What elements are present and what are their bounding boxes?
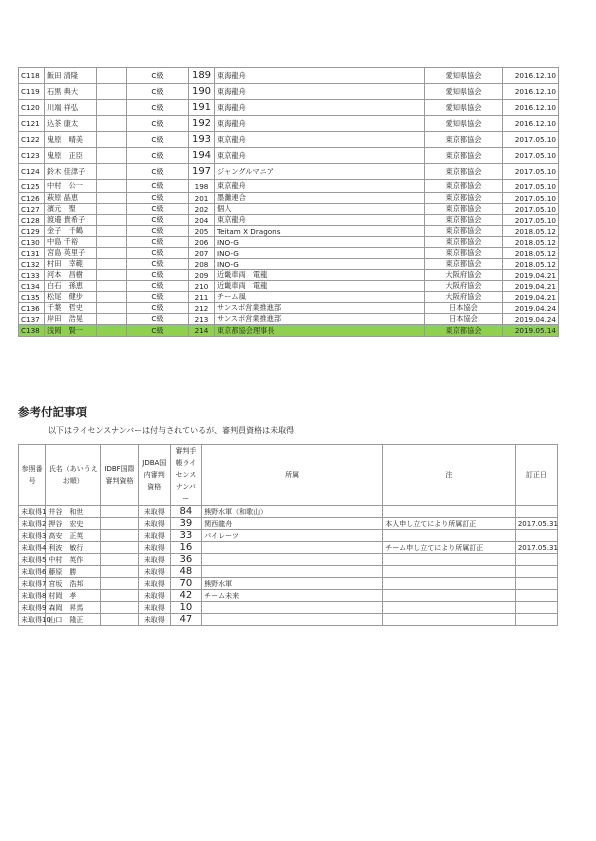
jdba-status: 未取得 [138, 542, 170, 554]
member-name: 中村 公一 [45, 180, 97, 193]
member-row [19, 270, 559, 281]
reference-name: 藤原 勝 [46, 566, 101, 578]
member-affiliation: ジャングルマニア [215, 164, 425, 180]
reference-affiliation: 関西龍舟 [202, 518, 383, 530]
reference-name: 森岡 昇馬 [46, 602, 101, 614]
registration-date: 2017.05.10 [503, 204, 559, 215]
reference-note [383, 530, 516, 542]
member-row [19, 84, 559, 100]
empty-cell [101, 602, 139, 614]
member-grade: C級 [127, 237, 189, 248]
license-table [18, 67, 559, 337]
member-association: 東京都協会 [425, 164, 503, 180]
member-name: 中島 千裕 [45, 237, 97, 248]
member-grade: C級 [127, 193, 189, 204]
license-number: 10 [170, 602, 202, 614]
empty-cell [97, 84, 127, 100]
member-name: 込茶 康太 [45, 116, 97, 132]
member-affiliation: 東京都協会理事長 [215, 325, 425, 337]
reference-name: 山口 隆正 [46, 614, 101, 626]
license-number: 47 [170, 614, 202, 626]
member-row [19, 237, 559, 248]
registration-date: 2016.12.10 [503, 68, 559, 84]
member-grade: C級 [127, 164, 189, 180]
member-grade: C級 [127, 116, 189, 132]
jdba-status: 未取得 [138, 602, 170, 614]
member-row [19, 325, 559, 337]
reference-id: 未取得1 [19, 506, 46, 518]
jdba-status: 未取得 [138, 518, 170, 530]
registration-date: 2019.04.24 [503, 303, 559, 314]
reference-name: 宮坂 浩邦 [46, 578, 101, 590]
member-grade: C級 [127, 132, 189, 148]
member-row [19, 314, 559, 325]
member-row [19, 116, 559, 132]
reference-note [383, 578, 516, 590]
reference-name: 村岡 孝 [46, 590, 101, 602]
member-row [19, 292, 559, 303]
member-id: C118 [19, 68, 45, 84]
reference-row [19, 542, 558, 554]
member-id: C130 [19, 237, 45, 248]
empty-cell [97, 116, 127, 132]
jdba-status: 未取得 [138, 578, 170, 590]
jdba-status: 未取得 [138, 614, 170, 626]
member-id: C123 [19, 148, 45, 164]
reference-note [383, 566, 516, 578]
member-id: C122 [19, 132, 45, 148]
reference-affiliation: パイレーツ [202, 530, 383, 542]
empty-cell [97, 164, 127, 180]
reference-row [19, 554, 558, 566]
member-association: 東京都協会 [425, 259, 503, 270]
reference-id: 未取得9 [19, 602, 46, 614]
member-grade: C級 [127, 148, 189, 164]
member-row [19, 248, 559, 259]
member-name: 浅岡 賢一 [45, 325, 97, 337]
registration-date: 2018.05.12 [503, 248, 559, 259]
member-name: 鬼原 晴美 [45, 132, 97, 148]
empty-cell [101, 518, 139, 530]
member-association: 東京都協会 [425, 226, 503, 237]
empty-cell [101, 506, 139, 518]
header-note: 注 [383, 445, 516, 506]
member-name: 千葉 哲史 [45, 303, 97, 314]
member-grade: C級 [127, 226, 189, 237]
license-number: 211 [189, 292, 215, 303]
reference-row [19, 566, 558, 578]
member-id: C135 [19, 292, 45, 303]
member-name: 渡邉 貴希子 [45, 215, 97, 226]
empty-cell [97, 100, 127, 116]
license-number: 208 [189, 259, 215, 270]
reference-note: チーム申し立てにより所属訂正 [383, 542, 516, 554]
member-name: 飯田 清隆 [45, 68, 97, 84]
reference-note [383, 602, 516, 614]
member-id: C120 [19, 100, 45, 116]
member-affiliation: 東海龍舟 [215, 116, 425, 132]
empty-cell [97, 314, 127, 325]
registration-date: 2016.12.10 [503, 116, 559, 132]
revision-date [515, 578, 557, 590]
member-name: 鬼原 正臣 [45, 148, 97, 164]
license-number: 207 [189, 248, 215, 259]
section-note: 以下はライセンスナンバーは付与されているが、審判員資格は未取得 [48, 426, 295, 435]
registration-date: 2019.04.21 [503, 292, 559, 303]
empty-cell [97, 248, 127, 259]
member-affiliation: 東海龍舟 [215, 84, 425, 100]
reference-note [383, 590, 516, 602]
member-affiliation: サンスポ営業推進部 [215, 303, 425, 314]
member-id: C119 [19, 84, 45, 100]
empty-cell [101, 590, 139, 602]
empty-cell [101, 614, 139, 626]
reference-id: 未取得4 [19, 542, 46, 554]
revision-date [515, 530, 557, 542]
empty-cell [101, 566, 139, 578]
section-title: 参考付記事項 [18, 405, 87, 419]
header-idbf: IDBF国際審判資格 [101, 445, 139, 506]
reference-id: 未取得3 [19, 530, 46, 542]
member-id: C132 [19, 259, 45, 270]
empty-cell [97, 68, 127, 84]
member-name: 石黒 典大 [45, 84, 97, 100]
registration-date: 2017.05.10 [503, 180, 559, 193]
member-name: 宮島 英里子 [45, 248, 97, 259]
reference-affiliation: チーム未来 [202, 590, 383, 602]
member-association: 愛知県協会 [425, 68, 503, 84]
revision-date: 2017.05.31 [515, 542, 557, 554]
revision-date [515, 566, 557, 578]
member-association: 日本協会 [425, 303, 503, 314]
member-id: C133 [19, 270, 45, 281]
member-affiliation: チーム風 [215, 292, 425, 303]
reference-id: 未取得6 [19, 566, 46, 578]
member-affiliation: 東京龍舟 [215, 132, 425, 148]
empty-cell [97, 204, 127, 215]
header-jdba: JDBA国内審判資格 [138, 445, 170, 506]
member-row [19, 215, 559, 226]
empty-cell [97, 281, 127, 292]
member-id: C134 [19, 281, 45, 292]
reference-note [383, 506, 516, 518]
member-row [19, 68, 559, 84]
member-grade: C級 [127, 314, 189, 325]
registration-date: 2018.05.12 [503, 226, 559, 237]
reference-id: 未取得8 [19, 590, 46, 602]
member-association: 東京都協会 [425, 148, 503, 164]
member-name: 萩原 晶恵 [45, 193, 97, 204]
reference-id: 未取得2 [19, 518, 46, 530]
member-affiliation: 東海龍舟 [215, 68, 425, 84]
member-grade: C級 [127, 292, 189, 303]
member-affiliation: Teitam X Dragons [215, 226, 425, 237]
member-row [19, 303, 559, 314]
reference-name: 利波 敏行 [46, 542, 101, 554]
member-association: 愛知県協会 [425, 100, 503, 116]
reference-affiliation: 熊野水軍（和歌山） [202, 506, 383, 518]
member-grade: C級 [127, 180, 189, 193]
jdba-status: 未取得 [138, 554, 170, 566]
jdba-status: 未取得 [138, 566, 170, 578]
license-number: 42 [170, 590, 202, 602]
member-grade: C級 [127, 259, 189, 270]
member-name: 白石 孫恵 [45, 281, 97, 292]
empty-cell [97, 148, 127, 164]
registration-date: 2017.05.10 [503, 148, 559, 164]
member-name: 岸田 浩晃 [45, 314, 97, 325]
member-grade: C級 [127, 84, 189, 100]
reference-affiliation [202, 614, 383, 626]
member-id: C125 [19, 180, 45, 193]
member-name: 濱元 聖 [45, 204, 97, 215]
member-affiliation: 個人 [215, 204, 425, 215]
member-association: 東京都協会 [425, 132, 503, 148]
revision-date [515, 590, 557, 602]
member-name: 松尾 健步 [45, 292, 97, 303]
revision-date [515, 506, 557, 518]
license-number: 197 [189, 164, 215, 180]
jdba-status: 未取得 [138, 530, 170, 542]
reference-row [19, 614, 558, 626]
registration-date: 2019.04.24 [503, 314, 559, 325]
license-number: 204 [189, 215, 215, 226]
license-number: 36 [170, 554, 202, 566]
revision-date [515, 602, 557, 614]
empty-cell [101, 530, 139, 542]
license-number: 70 [170, 578, 202, 590]
reference-header-row [19, 445, 558, 506]
member-id: C121 [19, 116, 45, 132]
member-name: 河本 昌樹 [45, 270, 97, 281]
member-id: C131 [19, 248, 45, 259]
member-row [19, 226, 559, 237]
reference-affiliation [202, 542, 383, 554]
member-association: 愛知県協会 [425, 116, 503, 132]
license-number: 194 [189, 148, 215, 164]
reference-note [383, 614, 516, 626]
member-id: C138 [19, 325, 45, 337]
registration-date: 2019.05.14 [503, 325, 559, 337]
registration-date: 2017.05.10 [503, 164, 559, 180]
member-association: 東京都協会 [425, 204, 503, 215]
reference-affiliation [202, 602, 383, 614]
empty-cell [97, 270, 127, 281]
member-name: 川端 祥弘 [45, 100, 97, 116]
reference-id: 未取得7 [19, 578, 46, 590]
member-name: 金子 千鶴 [45, 226, 97, 237]
member-grade: C級 [127, 248, 189, 259]
reference-note: 本人申し立てにより所属訂正 [383, 518, 516, 530]
license-number: 39 [170, 518, 202, 530]
reference-name: 高安 正英 [46, 530, 101, 542]
member-grade: C級 [127, 303, 189, 314]
member-association: 大阪府協会 [425, 270, 503, 281]
member-association: 大阪府協会 [425, 281, 503, 292]
member-affiliation: 近畿車両 電龍 [215, 281, 425, 292]
member-affiliation: INO-G [215, 237, 425, 248]
reference-affiliation [202, 566, 383, 578]
member-association: 東京都協会 [425, 325, 503, 337]
registration-date: 2018.05.12 [503, 237, 559, 248]
registration-date: 2017.05.10 [503, 132, 559, 148]
reference-affiliation: 熊野水軍 [202, 578, 383, 590]
member-affiliation: 東京龍舟 [215, 148, 425, 164]
registration-date: 2019.04.21 [503, 281, 559, 292]
reference-row [19, 518, 558, 530]
member-id: C127 [19, 204, 45, 215]
member-association: 大阪府協会 [425, 292, 503, 303]
member-row [19, 281, 559, 292]
reference-row [19, 578, 558, 590]
license-number: 198 [189, 180, 215, 193]
license-number: 201 [189, 193, 215, 204]
member-affiliation: 東京龍舟 [215, 180, 425, 193]
member-name: 村田 幸範 [45, 259, 97, 270]
registration-date: 2019.04.21 [503, 270, 559, 281]
empty-cell [101, 578, 139, 590]
member-grade: C級 [127, 204, 189, 215]
header-name: 氏名（あいうえお順） [46, 445, 101, 506]
member-grade: C級 [127, 270, 189, 281]
license-number: 16 [170, 542, 202, 554]
member-affiliation: INO-G [215, 259, 425, 270]
member-id: C136 [19, 303, 45, 314]
empty-cell [97, 325, 127, 337]
member-row [19, 164, 559, 180]
license-number: 210 [189, 281, 215, 292]
license-number: 212 [189, 303, 215, 314]
reference-id: 未取得5 [19, 554, 46, 566]
member-association: 東京都協会 [425, 180, 503, 193]
member-association: 愛知県協会 [425, 84, 503, 100]
revision-date [515, 614, 557, 626]
reference-table [18, 444, 558, 626]
reference-name: 中村 英作 [46, 554, 101, 566]
member-association: 東京都協会 [425, 237, 503, 248]
empty-cell [101, 542, 139, 554]
header-ref-no: 参照番号 [19, 445, 46, 506]
reference-name: 押谷 宏史 [46, 518, 101, 530]
license-number: 192 [189, 116, 215, 132]
registration-date: 2017.05.10 [503, 193, 559, 204]
member-association: 東京都協会 [425, 215, 503, 226]
license-number: 48 [170, 566, 202, 578]
member-row [19, 259, 559, 270]
member-grade: C級 [127, 68, 189, 84]
license-number: 191 [189, 100, 215, 116]
license-number: 193 [189, 132, 215, 148]
reference-row [19, 530, 558, 542]
reference-row [19, 590, 558, 602]
license-number: 202 [189, 204, 215, 215]
empty-cell [97, 132, 127, 148]
license-number: 209 [189, 270, 215, 281]
header-license: 審判手帳ライセンスナンバー [170, 445, 202, 506]
reference-row [19, 506, 558, 518]
member-row [19, 180, 559, 193]
member-row [19, 193, 559, 204]
member-row [19, 132, 559, 148]
header-revised: 訂正日 [515, 445, 557, 506]
member-affiliation: 東海龍舟 [215, 100, 425, 116]
registration-date: 2016.12.10 [503, 100, 559, 116]
jdba-status: 未取得 [138, 506, 170, 518]
member-id: C124 [19, 164, 45, 180]
license-number: 213 [189, 314, 215, 325]
empty-cell [97, 259, 127, 270]
license-number: 189 [189, 68, 215, 84]
empty-cell [97, 180, 127, 193]
license-number: 190 [189, 84, 215, 100]
revision-date: 2017.05.31 [515, 518, 557, 530]
reference-affiliation [202, 554, 383, 566]
registration-date: 2016.12.10 [503, 84, 559, 100]
member-affiliation: 墨灘連合 [215, 193, 425, 204]
empty-cell [97, 226, 127, 237]
member-row [19, 100, 559, 116]
license-number: 205 [189, 226, 215, 237]
empty-cell [97, 292, 127, 303]
member-grade: C級 [127, 215, 189, 226]
revision-date [515, 554, 557, 566]
license-number: 206 [189, 237, 215, 248]
empty-cell [101, 554, 139, 566]
member-id: C137 [19, 314, 45, 325]
header-affil: 所属 [202, 445, 383, 506]
member-affiliation: INO-G [215, 248, 425, 259]
license-number: 84 [170, 506, 202, 518]
member-grade: C級 [127, 325, 189, 337]
reference-row [19, 602, 558, 614]
member-id: C126 [19, 193, 45, 204]
reference-id: 未取得10 [19, 614, 46, 626]
member-row [19, 204, 559, 215]
member-grade: C級 [127, 281, 189, 292]
member-grade: C級 [127, 100, 189, 116]
empty-cell [97, 303, 127, 314]
empty-cell [97, 193, 127, 204]
member-id: C128 [19, 215, 45, 226]
member-association: 東京都協会 [425, 193, 503, 204]
member-name: 鈴木 佳津子 [45, 164, 97, 180]
member-row [19, 148, 559, 164]
member-affiliation: サンスポ営業推進部 [215, 314, 425, 325]
empty-cell [97, 237, 127, 248]
member-affiliation: 東京龍舟 [215, 215, 425, 226]
registration-date: 2018.05.12 [503, 259, 559, 270]
empty-cell [97, 215, 127, 226]
reference-note [383, 554, 516, 566]
jdba-status: 未取得 [138, 590, 170, 602]
member-affiliation: 近畿車両 電龍 [215, 270, 425, 281]
member-id: C129 [19, 226, 45, 237]
member-association: 東京都協会 [425, 248, 503, 259]
member-association: 日本協会 [425, 314, 503, 325]
registration-date: 2017.05.10 [503, 215, 559, 226]
license-number: 214 [189, 325, 215, 337]
license-number: 33 [170, 530, 202, 542]
reference-name: 井谷 和世 [46, 506, 101, 518]
